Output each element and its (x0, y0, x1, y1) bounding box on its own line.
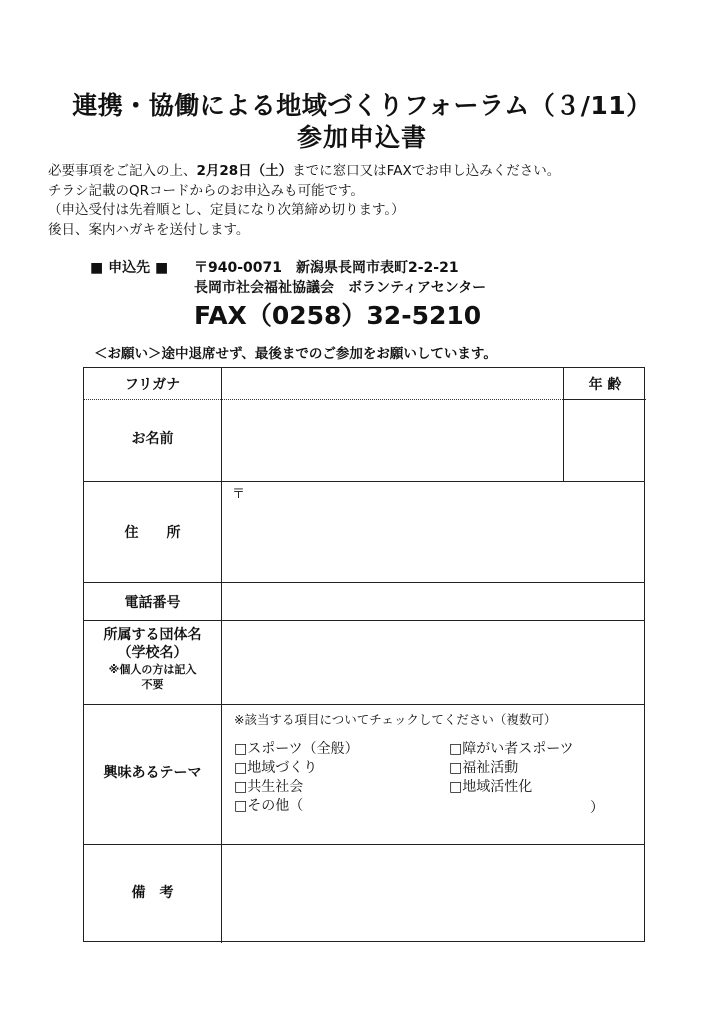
phone-label: 電話番号 (124, 595, 181, 611)
interest-label: 興味あるテーマ (103, 765, 202, 781)
intro-line-1-pre: 必要事項をご記入の上、 (48, 163, 197, 179)
form-subtitle: 参加申込書 (296, 123, 427, 152)
row-divider-org (84, 704, 644, 705)
destination-org: 長岡市社会福祉協議会 ボランティアセンター (194, 280, 487, 296)
intro-line-2: チラシ記載のQRコードからのお申込みも可能です。 (48, 182, 364, 199)
interest-note: ※該当する項目についてチェックしてください（複数可） (234, 712, 557, 727)
fax-number: FAX（0258）32-5210 (194, 301, 482, 330)
theme-community[interactable]: □地域づくり (234, 760, 318, 776)
age-field[interactable] (564, 400, 645, 480)
destination-address: 〒940-0071 新潟県長岡市表町2-2-21 (194, 260, 459, 276)
remarks-field[interactable] (222, 845, 645, 941)
org-label-line-1: 所属する団体名 (103, 627, 202, 643)
intro-line-1 (48, 162, 560, 182)
application-form-table (83, 367, 645, 942)
theme-other[interactable]: □その他（ (234, 798, 304, 814)
address-label: 住 所 (124, 525, 181, 541)
destination-details (194, 258, 486, 298)
furigana-label: フリガナ (124, 377, 181, 393)
theme-para-sports[interactable]: □障がい者スポーツ (449, 741, 574, 757)
phone-field[interactable] (222, 583, 645, 619)
theme-revitalization[interactable]: □地域活性化 (449, 779, 533, 795)
remarks-label: 備 考 (131, 885, 174, 901)
theme-inclusive-society[interactable]: □共生社会 (234, 779, 304, 795)
age-label: 年 齢 (588, 377, 622, 393)
deadline-date: 2月28日（土） (196, 163, 293, 179)
intro-line-3: （申込受付は先着順とし、定員になり次第締め切ります。） (48, 202, 405, 218)
furigana-field[interactable] (222, 369, 562, 398)
org-label-line-2: （学校名） (117, 645, 188, 661)
intro-text (48, 162, 560, 240)
intro-line-1-post: までに窓口又はFAXでお申し込みください。 (292, 163, 561, 179)
themes-left-column (234, 740, 359, 816)
postal-mark: 〒 (232, 487, 246, 502)
name-label: お名前 (131, 431, 174, 447)
theme-welfare[interactable]: □福祉活動 (449, 760, 519, 776)
form-title: 連携・協働による地域づくりフォーラム（３/11） (72, 91, 652, 120)
theme-sports[interactable]: □スポーツ（全般） (234, 741, 359, 757)
other-close-paren: ） (590, 800, 604, 816)
org-label (84, 626, 221, 692)
org-note-line-2: 不要 (141, 678, 164, 691)
address-field[interactable] (222, 482, 645, 581)
org-note-line-1: ※個人の方は記入 (108, 663, 197, 676)
request-note: ＜お願い＞途中退席せず、最後までのご参加をお願いしています。 (94, 346, 497, 362)
themes-right-column (449, 740, 574, 797)
destination-label: ■ 申込先 ■ (90, 260, 169, 276)
org-field[interactable] (222, 621, 645, 703)
name-field[interactable] (222, 400, 562, 480)
intro-line-4: 後日、案内ハガキを送付します。 (48, 221, 250, 238)
